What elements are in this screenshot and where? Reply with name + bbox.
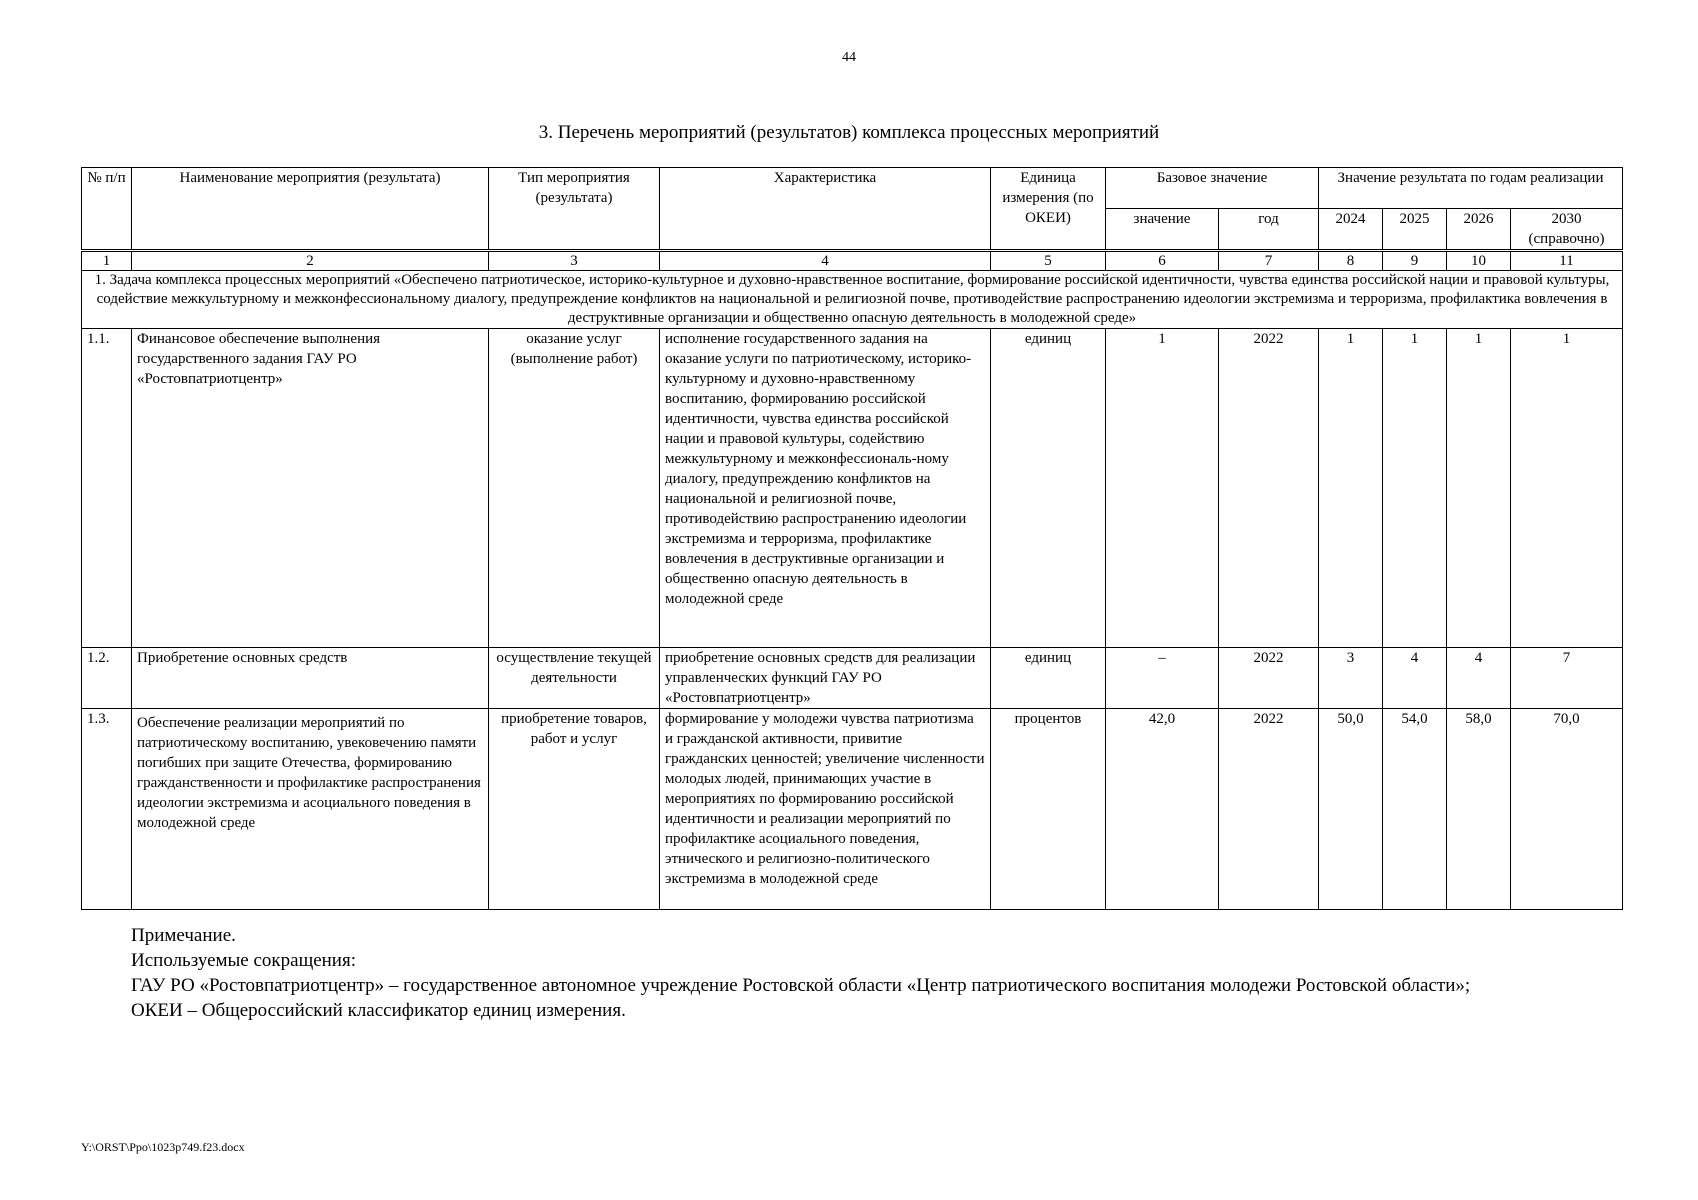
column-number: 3 (489, 251, 660, 271)
header-result-by-years: Значение результата по годам реализации (1319, 168, 1623, 209)
row-num: 1.2. (82, 648, 132, 709)
row-value-2024: 1 (1319, 329, 1383, 648)
footer-file-path: Y:\ORST\Ppo\1023p749.f23.docx (81, 1140, 245, 1154)
notes-abbreviation-gau: ГАУ РО «Ростовпатриотцентр» – государственное автономное учреждение Ростовской области «Центр патриотического воспитания молодежи Ростовской области»; (131, 975, 1471, 996)
row-characteristic: формирование у молодежи чувства патриотизма и гражданской активности, привитие гражданских ценностей; увеличение численности молодых людей, принимающих участие в мероприятиях по формированию российской идентичности и реализации мероприятий по профилактике асоциального поведения, этнического и религиозно-политического экстремизма в молодежной среде (660, 709, 991, 910)
table-row (82, 709, 1623, 910)
row-name: Приобретение основных средств (132, 648, 489, 709)
header-base-year: год (1219, 209, 1319, 251)
row-unit: единиц (991, 329, 1106, 648)
section-title: 3. Перечень мероприятий (результатов) комплекса процессных мероприятий (538, 122, 1160, 143)
column-number: 1 (82, 251, 132, 271)
table-row (82, 329, 1623, 648)
notes-abbreviation-okei: ОКЕИ – Общероссийский классификатор единиц измерения. (131, 1000, 626, 1021)
header-year-2025: 2025 (1383, 209, 1447, 251)
notes-abbreviations-title: Используемые сокращения: (131, 950, 356, 971)
row-type: оказание услуг (выполнение работ) (489, 329, 660, 648)
column-number: 8 (1319, 251, 1383, 271)
row-base-value: 1 (1106, 329, 1219, 648)
row-name: Обеспечение реализации мероприятий по патриотическому воспитанию, увековечению памяти погибших при защите Отечества, формированию гражданственности и профилактике распространения идеологии экстремизма и асоциального поведения в молодежной среде (132, 709, 489, 910)
row-value-2030: 7 (1511, 648, 1623, 709)
header-base: Базовое значение (1106, 168, 1319, 209)
row-base-year: 2022 (1219, 329, 1319, 648)
header-year-2030: 2030 (справочно) (1511, 209, 1623, 251)
column-number: 5 (991, 251, 1106, 271)
row-unit: процентов (991, 709, 1106, 910)
row-value-2026: 1 (1447, 329, 1511, 648)
row-unit: единиц (991, 648, 1106, 709)
row-base-year: 2022 (1219, 709, 1319, 910)
row-value-2030: 1 (1511, 329, 1623, 648)
header-unit: Единица измерения (по ОКЕИ) (991, 168, 1106, 251)
task-row (82, 271, 1623, 329)
row-value-2026: 58,0 (1447, 709, 1511, 910)
row-num: 1.1. (82, 329, 132, 648)
column-number: 10 (1447, 251, 1511, 271)
header-name: Наименование мероприятия (результата) (132, 168, 489, 251)
header-year-2026: 2026 (1447, 209, 1511, 251)
row-value-2024: 3 (1319, 648, 1383, 709)
header-characteristic: Характеристика (660, 168, 991, 251)
row-type: осуществление текущей деятельности (489, 648, 660, 709)
notes-title: Примечание. (131, 925, 236, 946)
row-base-value: – (1106, 648, 1219, 709)
row-value-2024: 50,0 (1319, 709, 1383, 910)
header-num: № п/п (82, 168, 132, 251)
row-base-year: 2022 (1219, 648, 1319, 709)
task-text: 1. Задача комплекса процессных мероприятий «Обеспечено патриотическое, историко-культурное и духовно-нравственное воспитание, формирование российской идентичности, чувства единства российской нации и правовой культуры, содействие межкультурному и межконфессиональному диалогу, предупреждение конфликтов на национальной и религиозной почве, противодействие распространению идеологии экстремизма и терроризма, профилактика вовлечения в деструктивные организации и общественно опасную деятельность в молодежной среде» (82, 271, 1623, 329)
header-base-value: значение (1106, 209, 1219, 251)
column-number: 7 (1219, 251, 1319, 271)
column-number: 9 (1383, 251, 1447, 271)
notes-section (131, 923, 1651, 1023)
column-number: 4 (660, 251, 991, 271)
table-row (82, 648, 1623, 709)
column-number: 6 (1106, 251, 1219, 271)
measures-table (81, 167, 1623, 910)
header-year-2024: 2024 (1319, 209, 1383, 251)
column-number: 2 (132, 251, 489, 271)
row-value-2026: 4 (1447, 648, 1511, 709)
column-numbers-row (82, 251, 1623, 271)
row-value-2025: 1 (1383, 329, 1447, 648)
row-base-value: 42,0 (1106, 709, 1219, 910)
row-characteristic: приобретение основных средств для реализации управленческих функций ГАУ РО «Ростовпатриотцентр» (660, 648, 991, 709)
column-number: 11 (1511, 251, 1623, 271)
row-value-2025: 4 (1383, 648, 1447, 709)
page-number: 44 (842, 50, 856, 65)
row-value-2025: 54,0 (1383, 709, 1447, 910)
row-type: приобретение товаров, работ и услуг (489, 709, 660, 910)
row-num: 1.3. (82, 709, 132, 910)
row-name: Финансовое обеспечение выполнения государственного задания ГАУ РО «Ростовпатриотцентр» (132, 329, 489, 648)
row-characteristic: исполнение государственного задания на оказание услуги по патриотическому, историко-культурному и духовно-нравственному воспитанию, формированию российской идентичности, чувства единства российской нации и правовой культуры, содействию межкультурному и межконфессиональ-ному диалогу, предупреждению конфликтов на национальной и религиозной почве, противодействию распространению идеологии экстремизма и терроризма, профилактике вовлечения в деструктивные организации и общественно опасную деятельность в молодежной среде (660, 329, 991, 648)
header-type: Тип мероприятия (результата) (489, 168, 660, 251)
row-value-2030: 70,0 (1511, 709, 1623, 910)
